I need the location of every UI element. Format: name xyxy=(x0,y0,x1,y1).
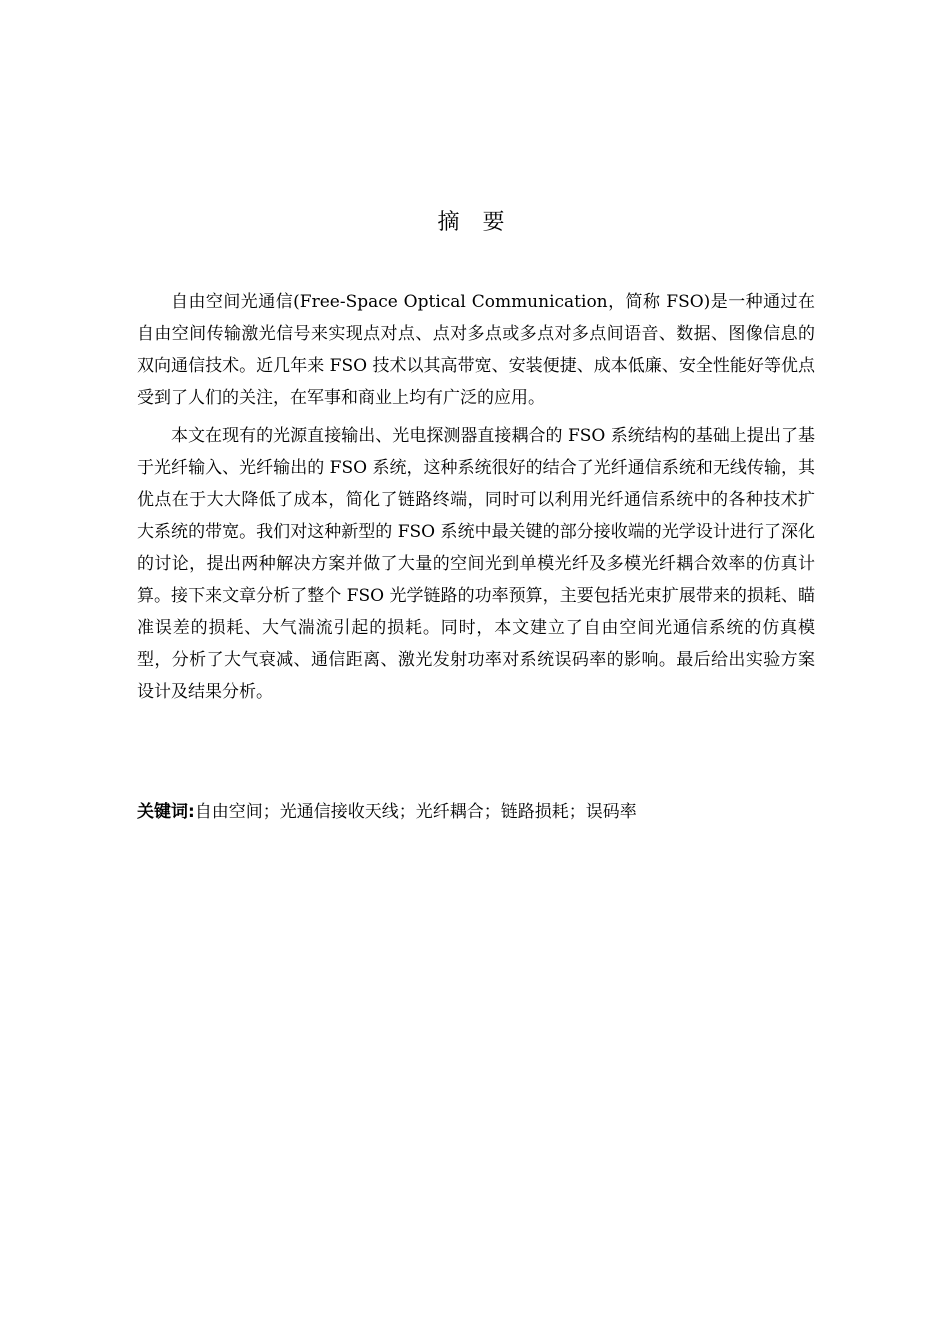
abstract-body xyxy=(137,286,815,714)
abstract-paragraph-1: 自由空间光通信(Free-Space Optical Communication，简称 FSO)是一种通过在自由空间传输激光信号来实现点对点、点对多点或多点对多点间语音、数据、图像信息的双向通信技术。近几年来 FSO 技术以其高带宽、安装便捷、成本低廉、安全性能好等优点受到了人们的关注，在军事和商业上均有广泛的应用。 xyxy=(137,292,815,408)
keywords-label: 关键词: xyxy=(137,802,195,822)
abstract-paragraph-2: 本文在现有的光源直接输出、光电探测器直接耦合的 FSO 系统结构的基础上提出了基于光纤输入、光纤输出的 FSO 系统，这种系统很好的结合了光纤通信系统和无线传输，其优点在于大大降低了成本，简化了链路终端，同时可以利用光纤通信系统中的各种技术扩大系统的带宽。我们对这种新型的 FSO 系统中最关键的部分接收端的光学设计进行了深化的讨论，提出两种解决方案并做了大量的空间光到单模光纤及多模光纤耦合效率的仿真计算。接下来文章分析了整个 FSO 光学链路的功率预算，主要包括光束扩展带来的损耗、瞄准误差的损耗、大气湍流引起的损耗。同时，本文建立了自由空间光通信系统的仿真模型，分析了大气衰减、通信距离、激光发射功率对系统误码率的影响。最后给出实验方案设计及结果分析。 xyxy=(137,426,815,702)
keywords-text: 自由空间；光通信接收天线；光纤耦合；链路损耗；误码率 xyxy=(194,802,637,822)
abstract-title: 摘 要 xyxy=(437,210,513,235)
keywords-line xyxy=(137,796,815,828)
